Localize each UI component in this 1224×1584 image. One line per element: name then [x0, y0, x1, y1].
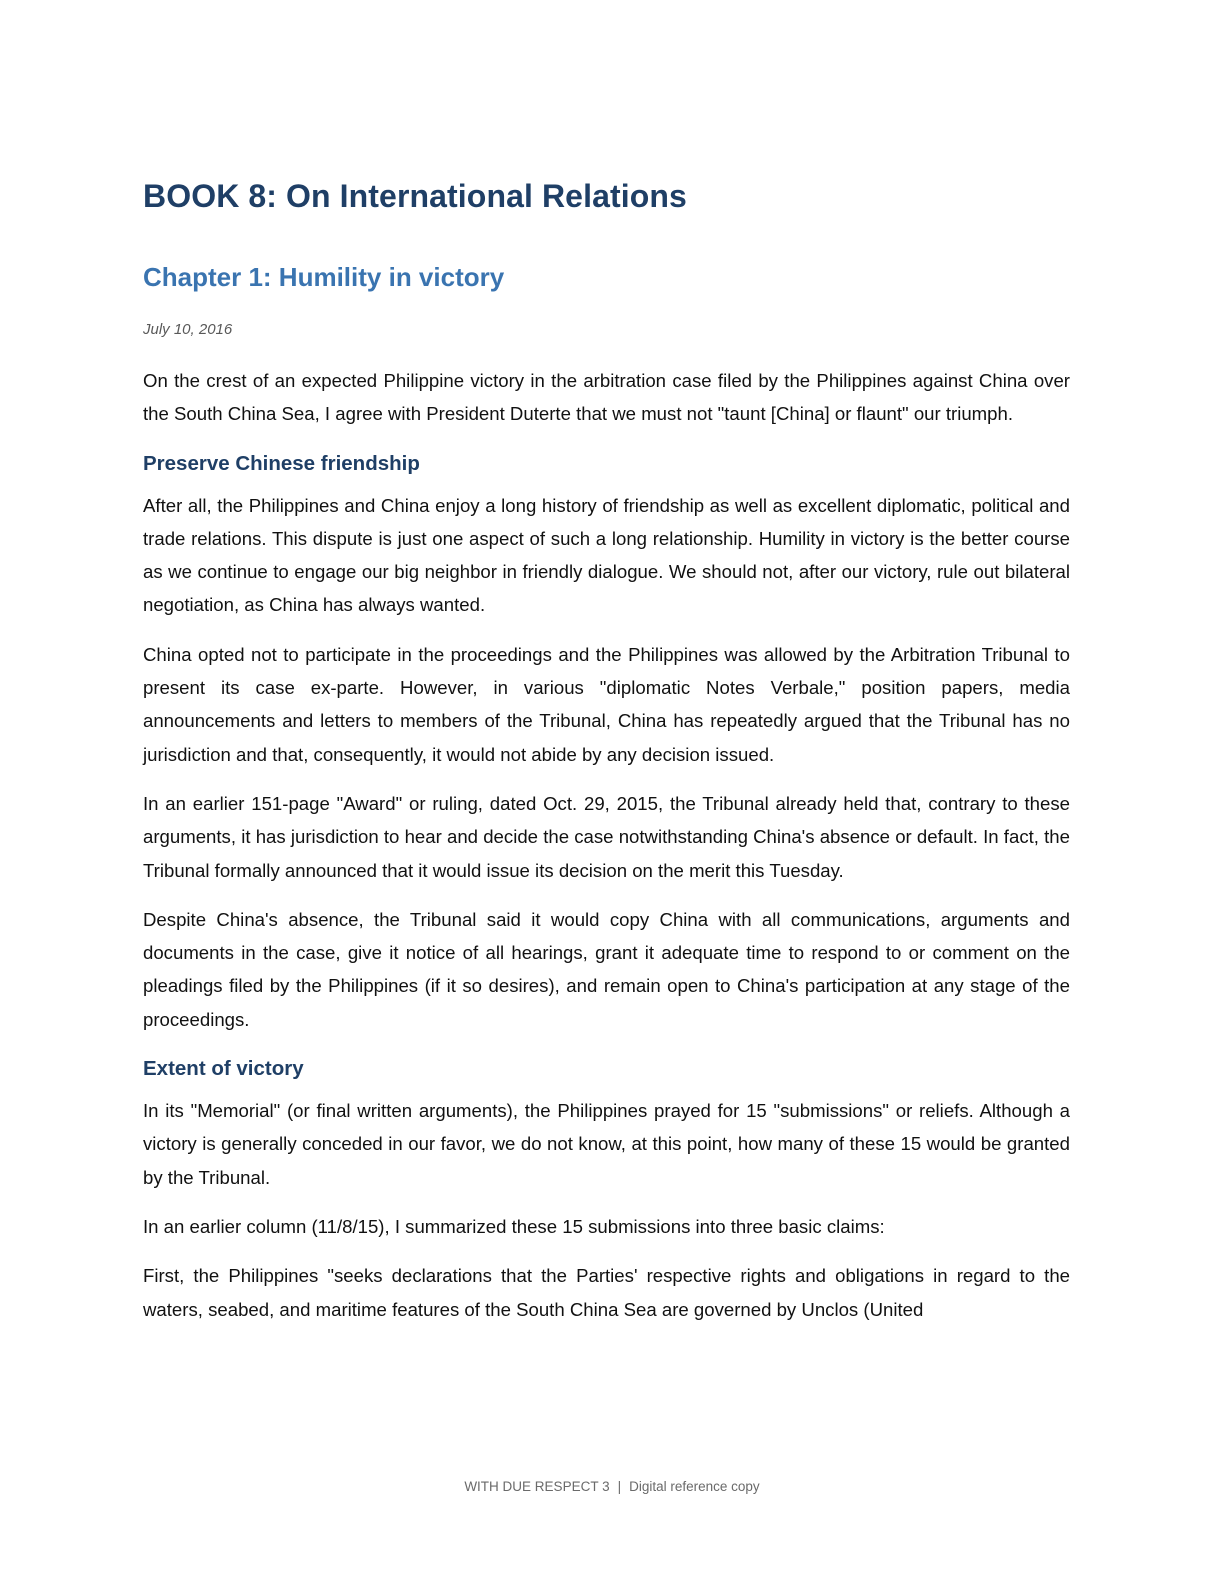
article-body: [143, 364, 1070, 1342]
paragraph: After all, the Philippines and China enjoy a long history of friendship as well as excellent diplomatic, political and trade relations. This dispute is just one aspect of such a long relationship. Humility in victory is the better course as we continue to engage our big neighbor in friendly dialogue. We should not, after our victory, rule out bilateral negotiation, as China has always wanted.: [143, 494, 1070, 616]
paragraph: In its "Memorial" (or final written arguments), the Philippines prayed for 15 "submissions" or reliefs. Although a victory is generally conceded in our favor, we do not know, at this point, how many of these 15 would be granted by the Tribunal.: [143, 1100, 1070, 1188]
book-title: BOOK 8: On International Relations: [143, 178, 687, 214]
paragraph: Despite China's absence, the Tribunal said it would copy China with all communications, arguments and documents in the case, give it notice of all hearings, grant it adequate time to respond to or comment on the pleadings filed by the Philippines (if it so desires), and remain open to China's participation at any stage of the proceedings.: [143, 908, 1070, 1030]
section-heading-extent: Extent of victory: [143, 1057, 304, 1081]
intro-paragraph: On the crest of an expected Philippine victory in the arbitration case filed by the Philippines against China over the South China Sea, I agree with President Duterte that we must not "taunt [China] or flaunt" our triumph.: [143, 370, 1070, 425]
paragraph: In an earlier column (11/8/15), I summarized these 15 submissions into three basic claims:: [143, 1215, 885, 1237]
section-heading-friendship: Preserve Chinese friendship: [143, 451, 420, 475]
paragraph: In an earlier 151-page "Award" or ruling, dated Oct. 29, 2015, the Tribunal already held that, contrary to these arguments, it has jurisdiction to hear and decide the case notwithstanding China's absence or default. In fact, the Tribunal formally announced that it would issue its decision on the merit this Tuesday.: [143, 792, 1070, 881]
page-footer: [0, 1479, 1224, 1494]
paragraph: First, the Philippines "seeks declarations that the Parties' respective rights and obligations in regard to the waters, seabed, and maritime features of the South China Sea are governed by Unclos (United: [143, 1265, 1070, 1320]
footer-book-page: WITH DUE RESPECT 3: [464, 1479, 610, 1494]
footer-copy-note: Digital reference copy: [629, 1479, 760, 1494]
paragraph: China opted not to participate in the proceedings and the Philippines was allowed by the Arbitration Tribunal to present its case ex-parte. However, in various "diplomatic Notes Verbale," position papers, media announcements and letters to members of the Tribunal, China has repeatedly argued that the Tribunal has no jurisdiction and that, consequently, it would not abide by any decision issued.: [143, 643, 1070, 765]
chapter-title: Chapter 1: Humility in victory: [143, 262, 505, 292]
publication-date: July 10, 2016: [143, 321, 233, 338]
footer-separator: |: [617, 1479, 622, 1494]
